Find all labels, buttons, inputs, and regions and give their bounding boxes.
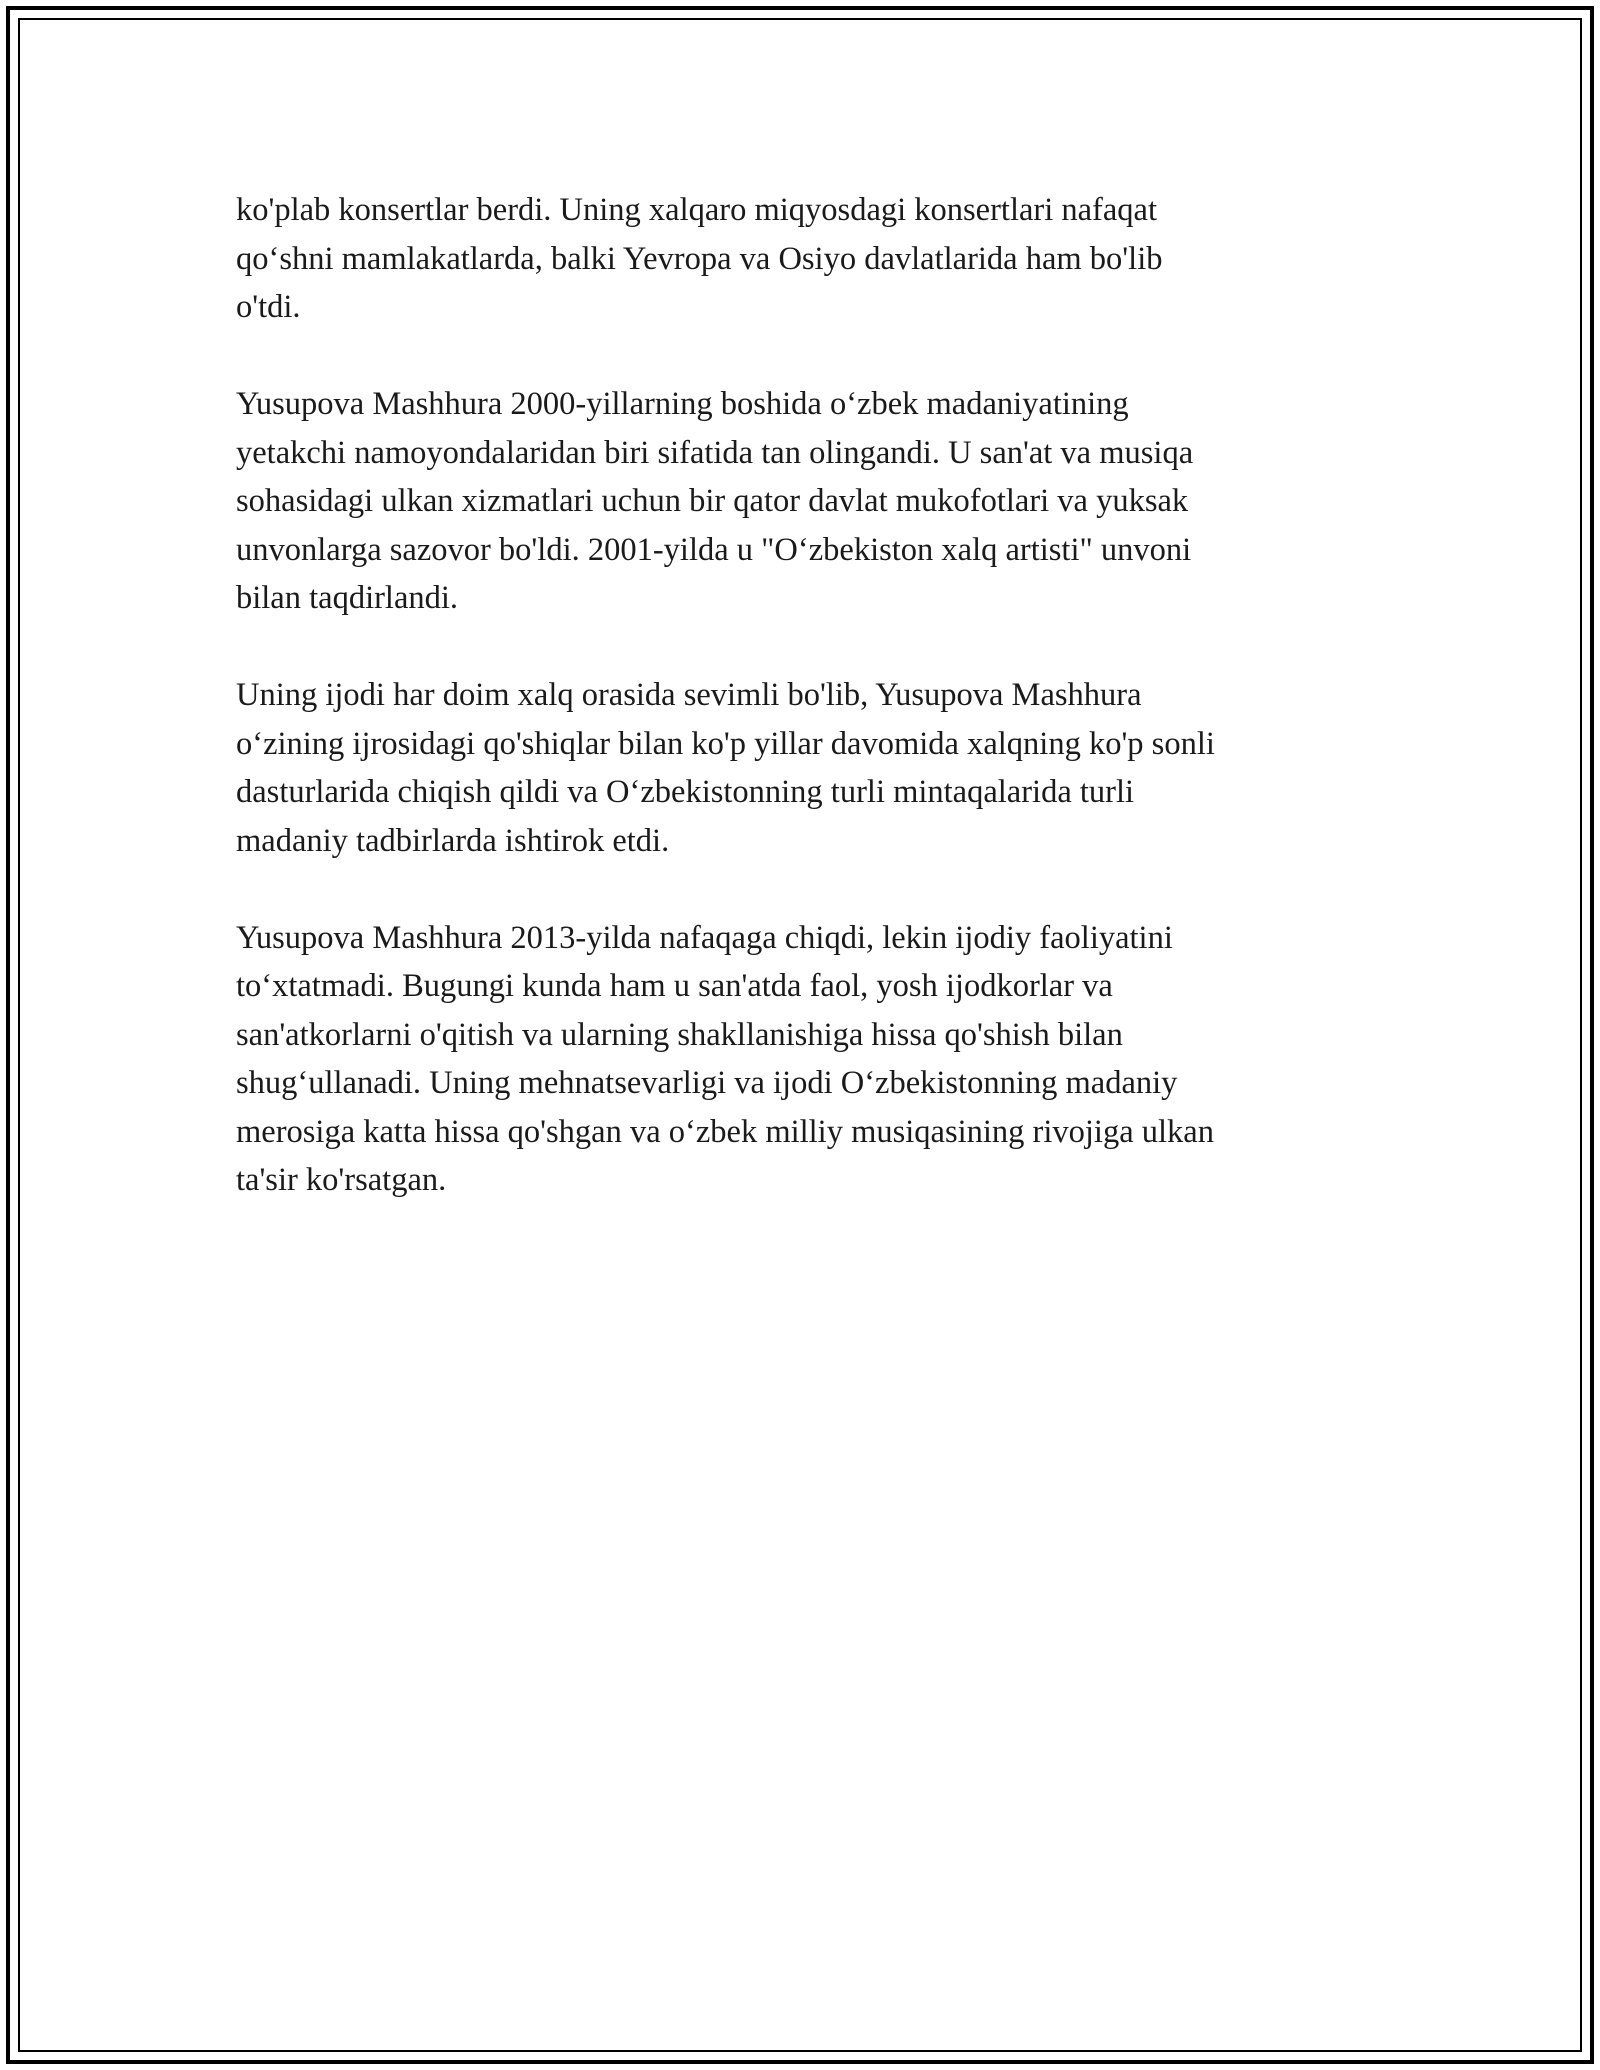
paragraph-2: Yusupova Mashhura 2000-yillarning boshida o‘zbek madaniyatining yetakchi namoyondalaridan biri sifatida tan olingandi. U san'at va musiqa sohasidagi ulkan xizmatlari uchun bir qator davlat mukofotlari va yuksak unvonlarga sazovor bo'ldi. 2001-yilda u "O‘zbekiston xalq artisti" unvoni bilan taqdirlandi. — [236, 386, 1194, 616]
paragraph-4: Yusupova Mashhura 2013-yilda nafaqaga chiqdi, lekin ijodiy faoliyatini to‘xtatmadi. Bugungi kunda ham u san'atda faol, yosh ijodkorlar va san'atkorlarni o'qitish va ularning shakllanishiga hissa qo'shish bilan shug‘ullanadi. Uning mehnatsevarligi va ijodi O‘zbekistonning madaniy merosiga katta hissa qo'shgan va o‘zbek milliy musiqasining rivojiga ulkan ta'sir ko'rsatgan. — [236, 919, 1214, 1198]
paragraph-1: ko'plab konsertlar berdi. Uning xalqaro miqyosdagi konsertlari nafaqat qo‘shni mamlakatlarda, balki Yevropa va Osiyo davlatlarida ham bo'lib o'tdi. — [236, 192, 1163, 325]
paragraph-3: Uning ijodi har doim xalq orasida sevimli bo'lib, Yusupova Mashhura o‘zining ijrosidagi qo'shiqlar bilan ko'p yillar davomida xalqning ko'p sonli dasturlarida chiqish qildi va O‘zbekistonning turli mintaqalarida turli madaniy tadbirlarda ishtirok etdi. — [236, 677, 1215, 859]
document-body — [236, 186, 1376, 1253]
